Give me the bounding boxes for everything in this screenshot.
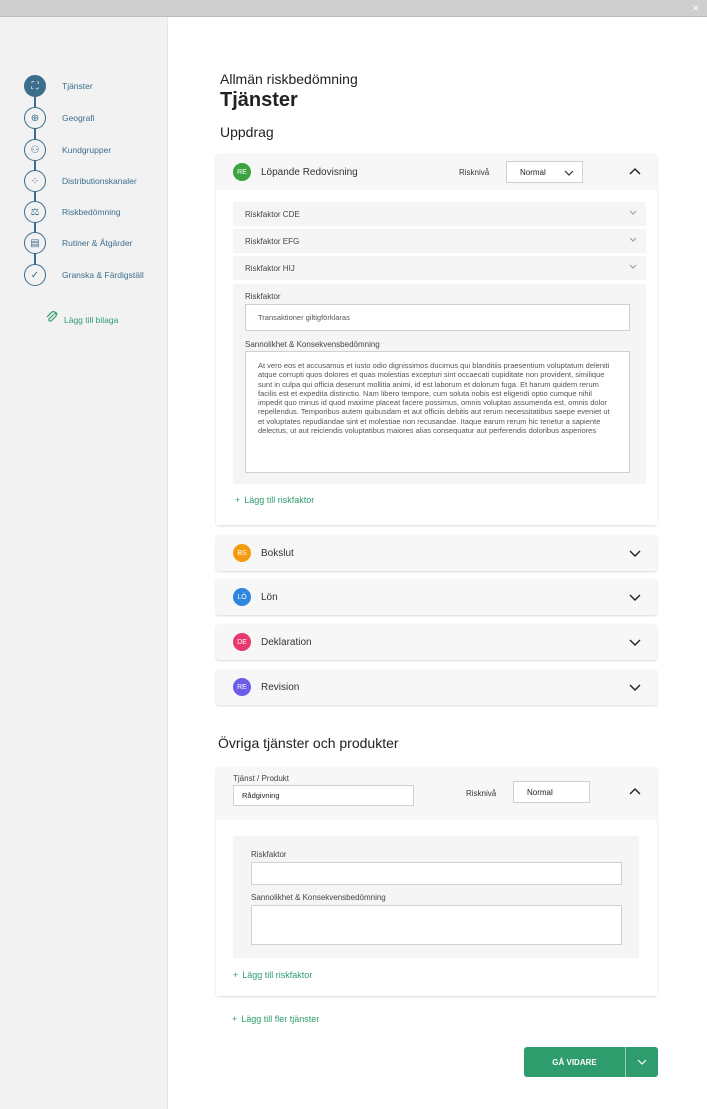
clipboard-icon: ▤: [24, 232, 46, 254]
assessment-textarea[interactable]: At vero eos et accusamus et iusto odio dignissimos ducimus qui blanditiis praesentium voluptatum deleniti atque corrupti quos dolores et quas molestias excepturi sint occaecati cupiditate non provident, similique sunt in culpa qui officia deserunt mollitia animi, id est laborum et dolorum fuga. Et harum quidem rerum facilis est et expedita distinctio. Nam libero tempore, cum soluta nobis est eligendi optio cumque nihil impedit quo minus id quod maxime placeat facere possimus, omnis voluptas assumenda est, omnis dolor repellendus. Temporibus autem quibusdam et aut officiis debitis aut rerum necessitatibus saepe eveniet ut et voluptates repudiandae sint et molestiae non recusandae. Itaque earum rerum hic tenetur a sapiente delectus, ut aut reiciendis voluptatibus maiores alias consequatur aut perferendis doloribus asperiores: [245, 351, 630, 473]
service-avatar: BS: [233, 544, 251, 562]
service-name: Revision: [261, 681, 300, 693]
service-avatar: RE: [233, 163, 251, 181]
proceed-button-label[interactable]: GÅ VIDARE: [552, 1057, 597, 1067]
add-risk-factor-link[interactable]: [233, 970, 312, 980]
risk-level-label: Risknivå: [459, 168, 490, 177]
step-distributionskanaler[interactable]: [24, 170, 137, 192]
step-kundgrupper[interactable]: [24, 139, 111, 161]
service-name: Lön: [261, 591, 278, 603]
step-rutiner-atgarder[interactable]: [24, 232, 132, 254]
service-name: Bokslut: [261, 547, 294, 559]
service-avatar: DE: [233, 633, 251, 651]
chevron-down-icon[interactable]: [627, 545, 643, 561]
risk-level-value: Normal: [527, 787, 553, 797]
service-name: Löpande Redovisning: [261, 166, 358, 178]
risk-factor-editor: [233, 284, 646, 484]
add-risk-factor-link[interactable]: [235, 495, 314, 505]
risk-factor-row[interactable]: [233, 229, 646, 253]
product-input[interactable]: Rådgivning: [233, 785, 414, 806]
chevron-down-icon: [564, 169, 574, 177]
section-title-uppdrag: Uppdrag: [220, 124, 274, 140]
service-name: Deklaration: [261, 636, 312, 648]
assessment-label: Sannolikhet & Konsekvensbedömning: [245, 340, 380, 349]
service-card-lopande-redovisning: [216, 154, 657, 525]
risk-level-label: Risknivå: [466, 789, 497, 798]
page-subtitle: Allmän riskbedömning: [220, 71, 358, 87]
step-label: Granska & Färdigställ: [62, 270, 144, 280]
add-more-services-link[interactable]: [232, 1014, 319, 1024]
risk-factor-label: Riskfaktor: [251, 850, 287, 859]
assessment-textarea[interactable]: [251, 905, 622, 945]
service-card-header[interactable]: [216, 535, 657, 571]
step-label: Geografi: [62, 113, 95, 123]
step-riskbedomning[interactable]: [24, 201, 121, 223]
risk-factor-title: Riskfaktor CDE: [245, 209, 300, 219]
chevron-down-icon[interactable]: [627, 679, 643, 695]
service-card-header[interactable]: [216, 154, 657, 190]
service-card-header[interactable]: [216, 669, 657, 705]
service-card-lon[interactable]: [216, 579, 657, 615]
assessment-label: Sannolikhet & Konsekvensbedömning: [251, 893, 386, 902]
section-title-ovriga: Övriga tjänster och produkter: [218, 735, 399, 751]
scale-icon: ⚖: [24, 201, 46, 223]
add-attachment-link[interactable]: [45, 311, 118, 328]
service-avatar: LÖ: [233, 588, 251, 606]
chevron-up-icon[interactable]: [627, 164, 643, 180]
step-label: Riskbedömning: [62, 207, 121, 217]
other-service-card: [216, 767, 657, 996]
chevron-up-icon[interactable]: [627, 784, 643, 800]
paperclip-icon: [45, 311, 59, 328]
chevron-down-icon: [629, 210, 637, 216]
chevron-down-icon: [629, 264, 637, 270]
service-card-revision[interactable]: [216, 669, 657, 705]
step-label: Tjänster: [62, 81, 93, 91]
step-label: Rutiner & Åtgärder: [62, 238, 133, 248]
chevron-down-icon[interactable]: [627, 589, 643, 605]
modal-window: [0, 17, 707, 1109]
risk-factor-editor: [233, 836, 639, 958]
step-tjanster[interactable]: [24, 75, 93, 97]
add-risk-factor-label: Lägg till riskfaktor: [244, 495, 315, 505]
other-service-header: [216, 767, 657, 820]
risk-level-value: Normal: [520, 167, 546, 177]
step-label: Distributionskanaler: [62, 176, 137, 186]
risk-factor-input[interactable]: [251, 862, 622, 885]
service-card-header[interactable]: [216, 579, 657, 615]
risk-level-select[interactable]: [513, 781, 590, 803]
close-icon[interactable]: ×: [691, 1, 699, 15]
risk-factor-title: Riskfaktor HIJ: [245, 263, 295, 273]
plus-icon: +: [232, 1014, 238, 1024]
page-title: Tjänster: [220, 89, 298, 111]
risk-factor-row[interactable]: [233, 256, 646, 280]
service-avatar: RE: [233, 678, 251, 696]
service-card-body: [216, 190, 657, 525]
service-card-deklaration[interactable]: [216, 624, 657, 660]
globe-icon: ⊕: [24, 107, 46, 129]
other-service-body: [216, 820, 657, 996]
sidebar: [0, 17, 168, 1109]
step-geografi[interactable]: [24, 107, 95, 129]
plus-icon: +: [233, 970, 239, 980]
hand-service-icon: ⛶: [24, 75, 46, 97]
product-label: Tjänst / Produkt: [233, 774, 290, 783]
check-icon: ✓: [24, 264, 46, 286]
main-content: [169, 17, 707, 1109]
step-label: Kundgrupper: [62, 145, 112, 155]
people-icon: ⚇: [24, 139, 46, 161]
service-card-bokslut[interactable]: [216, 535, 657, 571]
risk-factor-row[interactable]: [233, 202, 646, 226]
window-titlebar: [0, 0, 707, 17]
service-card-header[interactable]: [216, 624, 657, 660]
add-attachment-label: Lägg till bilaga: [64, 314, 119, 325]
chevron-down-icon[interactable]: [627, 634, 643, 650]
add-risk-factor-label: Lägg till riskfaktor: [242, 970, 313, 980]
add-more-services-label: Lägg till fler tjänster: [241, 1014, 320, 1024]
risk-level-select[interactable]: [506, 161, 583, 183]
chevron-down-icon[interactable]: [626, 1058, 658, 1066]
proceed-split-button[interactable]: [524, 1047, 658, 1077]
plus-icon: +: [235, 495, 241, 505]
risk-factor-title: Riskfaktor EFG: [245, 236, 300, 246]
network-icon: ⁘: [24, 170, 46, 192]
risk-factor-label: Riskfaktor: [245, 292, 281, 301]
chevron-down-icon: [629, 237, 637, 243]
step-granska-fardigstall[interactable]: [24, 264, 144, 286]
risk-factor-input[interactable]: Transaktioner giltigförklaras: [245, 304, 630, 331]
